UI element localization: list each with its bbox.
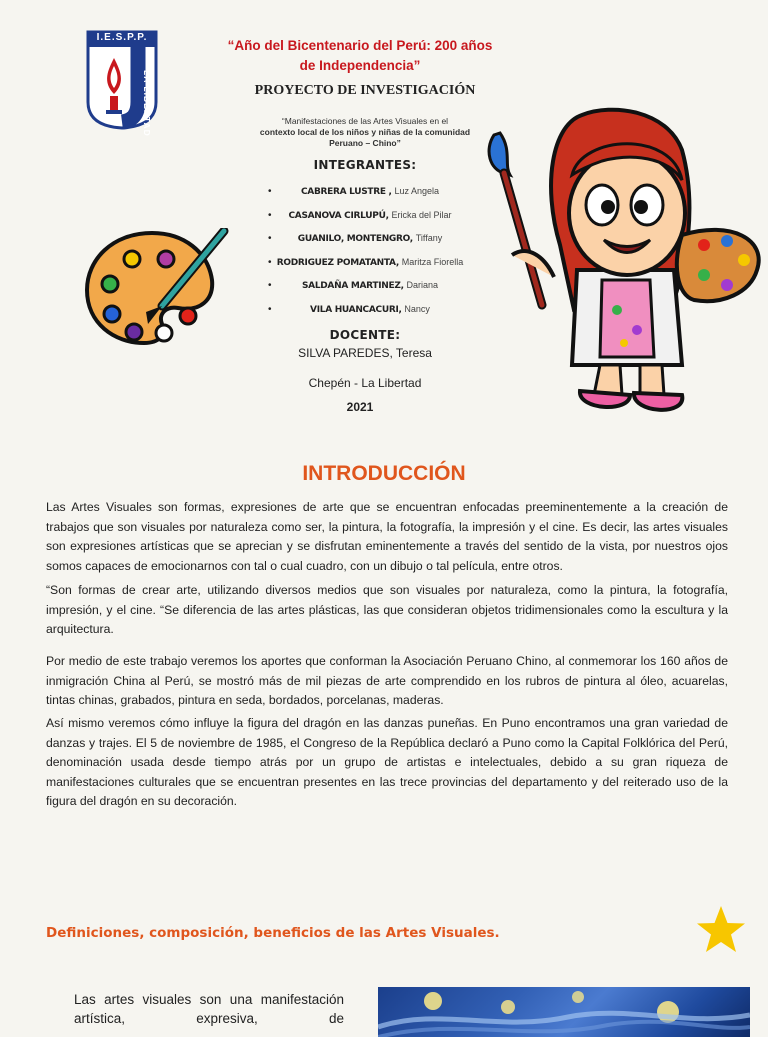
palette-icon (82, 228, 232, 348)
intro-paragraph-3: Por medio de este trabajo veremos los aportes que conforman la Asociación Peruano Chino, al conmemorar los 160 años de inmigración China al Perú, se mostró más de mil piezas de arte comprendido en los rubros de pintura al óleo, acuarelas, tintas chinas, grabados, pintura en seda, bordados, porcelanas, maderas. (46, 654, 728, 707)
member-given-name: Ericka del Pilar (391, 209, 452, 220)
project-label: PROYECTO DE INVESTIGACIÓN (254, 83, 476, 98)
subtitle-line1: “Manifestaciones de las Artes Visuales en el (281, 116, 449, 126)
teacher-heading: DOCENTE: (329, 328, 401, 342)
member-given-name: Dariana (406, 280, 439, 290)
project-subtitle (250, 116, 480, 149)
intro-paragraph-2: “Son formas de crear arte, utilizando diversos medios que son visuales por naturaleza, como la pintura, la fotografía, impresión, y el cine. “Se diferencia de las artes plásticas, las que consideran objetos tridimensionales como la escultura y la arquitectura. (46, 583, 728, 636)
member-surname: CABRERA LUSTRE , (300, 187, 392, 197)
list-item: • SALDAÑA MARTINEZ, Dariana (268, 280, 439, 291)
location: Chepén - La Libertad (308, 376, 422, 390)
member-given-name: Tiffany (415, 233, 443, 243)
intro-paragraph-1: Las Artes Visuales son formas, expresiones de arte que se encuentran enfocadas preeminentemente a la creación de trabajos que son visuales por naturaleza como ser, la pintura, la fotografía, la impresión y el cine. Es decir, las artes visuales son expresiones artísticas que se aprecian y se disfrutan eminentemente a través del sentido de la vista, por nuestros ojos somos capaces de emocionarnos con tal o cual cuadro, con un dibujo o tal película, entre otros. (46, 500, 728, 573)
member-surname: SALDAÑA MARTINEZ, (301, 281, 404, 291)
list-item: • VILA HUANCACURI, Nancy (268, 303, 430, 315)
member-given-name: Luz Angela (394, 186, 440, 196)
intro-title: INTRODUCCIÓN (302, 462, 466, 485)
member-given-name: Maritza Fiorella (401, 256, 464, 267)
list-item: • CABRERA LUSTRE , Luz Angela (268, 186, 440, 197)
members-list (270, 180, 470, 321)
logo-text-side: LA LIBERTAD (142, 70, 152, 137)
member-surname: GUANILO, MONTENGRO, (297, 234, 413, 244)
painter-girl-illustration (482, 95, 767, 430)
year: 2021 (346, 400, 374, 414)
star-icon (695, 904, 747, 956)
subtitle-line2: contexto local de los niños y niñas de la comunidad Peruano – Chino” (259, 127, 471, 148)
members-heading: INTEGRANTES: (313, 158, 417, 172)
logo-text-top: I.E.S.P.P. (96, 32, 148, 43)
section-text: Las artes visuales son una manifestación artística, expresiva, de (74, 992, 344, 1026)
list-item: • GUANILO, MONTENGRO, Tiffany (268, 233, 443, 244)
member-given-name: Nancy (404, 303, 430, 314)
starry-night-image (378, 987, 750, 1037)
member-surname: CASANOVA CIRLUPÚ, (288, 210, 389, 221)
teacher-name: SILVA PAREDES, Teresa (298, 346, 432, 360)
member-surname: RODRIGUEZ POMATANTA, (276, 257, 399, 268)
school-logo (86, 30, 158, 137)
list-item: • RODRIGUEZ POMATANTA, Maritza Fiorella (268, 256, 464, 268)
member-surname: VILA HUANCACURI, (310, 304, 402, 315)
motto: “Año del Bicentenario del Perú: 200 años de Independencia” (227, 38, 493, 73)
intro-paragraph-4: Así mismo veremos cómo influye la figura del dragón en las danzas puneñas. En Puno encontramos una gran variedad de danzas y trajes. El 5 de noviembre de 1985, el Congreso de la República declaró a Puno como la Capital Folklórica del Perú, denominación usada desde tiempo atrás por un grupo de artistas e intelectuales, debido a su gran riqueza de manifestaciones culturales que se encuentran presentes en las trece provincias del departamento y del reiterado uso de la figura del dragón en su decoración. (46, 716, 728, 808)
list-item: • CASANOVA CIRLUPÚ, Ericka del Pilar (268, 209, 452, 221)
section-title: Definiciones, composición, beneficios de las Artes Visuales. (46, 925, 500, 941)
